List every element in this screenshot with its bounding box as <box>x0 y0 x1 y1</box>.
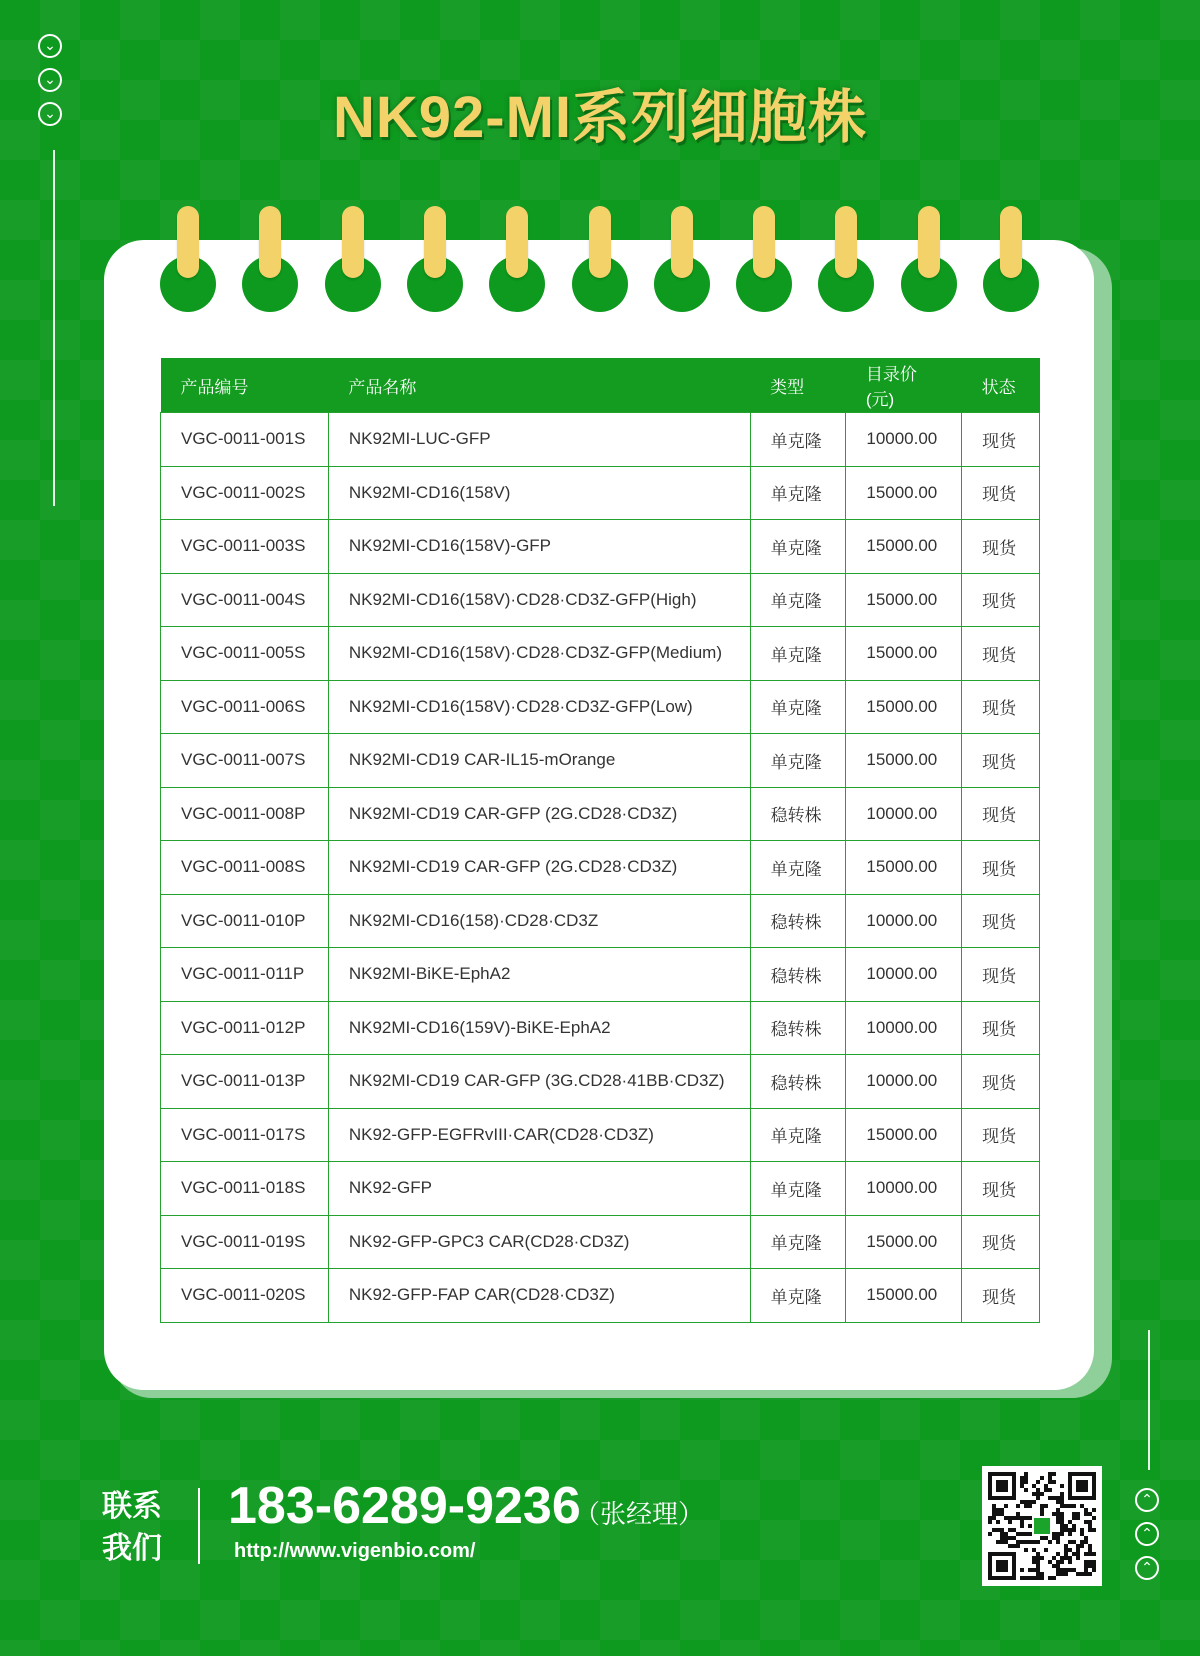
binder-ring <box>918 206 940 278</box>
product-code-cell: VGC-0011-007S <box>161 734 329 788</box>
table-row <box>161 466 1040 520</box>
contact-label <box>102 1486 162 1570</box>
product-code-cell: VGC-0011-003S <box>161 520 329 574</box>
product-price-cell: 10000.00 <box>846 1001 962 1055</box>
table-row <box>161 627 1040 681</box>
product-status-cell: 现货 <box>962 573 1040 627</box>
product-code-cell: VGC-0011-008S <box>161 841 329 895</box>
product-code-cell: VGC-0011-001S <box>161 413 329 467</box>
product-code-cell: VGC-0011-018S <box>161 1162 329 1216</box>
product-price-cell: 15000.00 <box>846 627 962 681</box>
chevron-down-icon: ⌄ <box>38 102 62 126</box>
table-row <box>161 1269 1040 1323</box>
product-name-cell: NK92-GFP-FAP CAR(CD28·CD3Z) <box>328 1269 750 1323</box>
product-name-cell: NK92MI-CD19 CAR-GFP (3G.CD28·41BB·CD3Z) <box>328 1055 750 1109</box>
binder-ring <box>589 206 611 278</box>
product-type-cell: 稳转株 <box>750 1055 846 1109</box>
chevron-up-icon: ⌃ <box>1135 1488 1159 1512</box>
product-name-cell: NK92MI-CD16(158V) <box>328 466 750 520</box>
product-status-cell: 现货 <box>962 1215 1040 1269</box>
product-type-cell: 稳转株 <box>750 948 846 1002</box>
product-name-cell: NK92MI-CD16(158V)-GFP <box>328 520 750 574</box>
product-price-cell: 10000.00 <box>846 1162 962 1216</box>
product-price-cell: 10000.00 <box>846 787 962 841</box>
product-name-cell: NK92MI-LUC-GFP <box>328 413 750 467</box>
binder-ring <box>342 206 364 278</box>
product-name-cell: NK92MI-CD16(158V)·CD28·CD3Z-GFP(Medium) <box>328 627 750 681</box>
header-type: 类型 <box>750 358 846 413</box>
product-code-cell: VGC-0011-004S <box>161 573 329 627</box>
right-arrow-group <box>1135 1488 1163 1590</box>
right-divider-line <box>1148 1330 1150 1470</box>
product-type-cell: 单克隆 <box>750 1269 846 1323</box>
product-code-cell: VGC-0011-019S <box>161 1215 329 1269</box>
header-product-code: 产品编号 <box>161 358 329 413</box>
table-header-row <box>161 358 1040 413</box>
header-status: 状态 <box>962 358 1040 413</box>
product-type-cell: 单克隆 <box>750 573 846 627</box>
product-price-cell: 15000.00 <box>846 1269 962 1323</box>
binder-ring <box>671 206 693 278</box>
table-row <box>161 734 1040 788</box>
table-row <box>161 680 1040 734</box>
product-type-cell: 单克隆 <box>750 841 846 895</box>
product-status-cell: 现货 <box>962 680 1040 734</box>
product-price-cell: 15000.00 <box>846 466 962 520</box>
product-type-cell: 单克隆 <box>750 1215 846 1269</box>
chevron-down-icon: ⌄ <box>38 34 62 58</box>
table-row <box>161 894 1040 948</box>
product-type-cell: 稳转株 <box>750 894 846 948</box>
product-type-cell: 单克隆 <box>750 466 846 520</box>
product-code-cell: VGC-0011-012P <box>161 1001 329 1055</box>
product-code-cell: VGC-0011-020S <box>161 1269 329 1323</box>
binder-ring <box>835 206 857 278</box>
header-product-name: 产品名称 <box>328 358 750 413</box>
product-status-cell: 现货 <box>962 1108 1040 1162</box>
table-row <box>161 520 1040 574</box>
table-row <box>161 1108 1040 1162</box>
product-code-cell: VGC-0011-017S <box>161 1108 329 1162</box>
chevron-down-icon: ⌄ <box>38 68 62 92</box>
product-type-cell: 单克隆 <box>750 520 846 574</box>
product-name-cell: NK92MI-CD19 CAR-GFP (2G.CD28·CD3Z) <box>328 787 750 841</box>
product-code-cell: VGC-0011-008P <box>161 787 329 841</box>
product-name-cell: NK92-GFP <box>328 1162 750 1216</box>
product-name-cell: NK92MI-BiKE-EphA2 <box>328 948 750 1002</box>
product-status-cell: 现货 <box>962 1001 1040 1055</box>
table-row <box>161 787 1040 841</box>
binder-ring <box>177 206 199 278</box>
product-name-cell: NK92MI-CD19 CAR-IL15-mOrange <box>328 734 750 788</box>
contact-label-line2: 我们 <box>102 1532 162 1565</box>
product-code-cell: VGC-0011-005S <box>161 627 329 681</box>
table-row <box>161 573 1040 627</box>
binder-ring <box>1000 206 1022 278</box>
product-status-cell: 现货 <box>962 841 1040 895</box>
table-row <box>161 1055 1040 1109</box>
table-row <box>161 1001 1040 1055</box>
binder-ring <box>424 206 446 278</box>
product-status-cell: 现货 <box>962 787 1040 841</box>
product-price-cell: 15000.00 <box>846 1108 962 1162</box>
product-type-cell: 稳转株 <box>750 787 846 841</box>
product-price-cell: 15000.00 <box>846 1215 962 1269</box>
binder-ring <box>753 206 775 278</box>
table-row <box>161 841 1040 895</box>
product-type-cell: 单克隆 <box>750 734 846 788</box>
product-price-cell: 15000.00 <box>846 734 962 788</box>
page-title: NK92-MI系列细胞株 <box>332 85 868 150</box>
table-row <box>161 1162 1040 1216</box>
product-table <box>160 358 1040 1323</box>
phone-number[interactable]: 183-6289-9236 <box>228 1477 581 1535</box>
product-type-cell: 稳转株 <box>750 1001 846 1055</box>
product-price-cell: 15000.00 <box>846 573 962 627</box>
product-status-cell: 现货 <box>962 894 1040 948</box>
contact-label-line1: 联系 <box>102 1490 162 1523</box>
product-type-cell: 单克隆 <box>750 1162 846 1216</box>
product-status-cell: 现货 <box>962 520 1040 574</box>
product-code-cell: VGC-0011-006S <box>161 680 329 734</box>
product-status-cell: 现货 <box>962 1162 1040 1216</box>
website-link[interactable]: http://www.vigenbio.com/ <box>234 1540 476 1562</box>
table-row <box>161 1215 1040 1269</box>
product-code-cell: VGC-0011-011P <box>161 948 329 1002</box>
product-type-cell: 单克隆 <box>750 680 846 734</box>
chevron-up-icon: ⌃ <box>1135 1522 1159 1546</box>
product-status-cell: 现货 <box>962 1055 1040 1109</box>
product-price-cell: 10000.00 <box>846 1055 962 1109</box>
table-row <box>161 948 1040 1002</box>
product-code-cell: VGC-0011-010P <box>161 894 329 948</box>
product-type-cell: 单克隆 <box>750 627 846 681</box>
qr-code-icon <box>982 1466 1102 1586</box>
product-status-cell: 现货 <box>962 734 1040 788</box>
product-name-cell: NK92MI-CD16(158V)·CD28·CD3Z-GFP(High) <box>328 573 750 627</box>
table-row <box>161 413 1040 467</box>
product-price-cell: 15000.00 <box>846 680 962 734</box>
binder-ring <box>506 206 528 278</box>
product-type-cell: 单克隆 <box>750 1108 846 1162</box>
product-name-cell: NK92MI-CD16(158V)·CD28·CD3Z-GFP(Low) <box>328 680 750 734</box>
contact-manager: （张经理） <box>574 1499 705 1529</box>
product-name-cell: NK92-GFP-GPC3 CAR(CD28·CD3Z) <box>328 1215 750 1269</box>
product-code-cell: VGC-0011-002S <box>161 466 329 520</box>
left-divider-line <box>53 150 55 506</box>
product-status-cell: 现货 <box>962 413 1040 467</box>
product-status-cell: 现货 <box>962 627 1040 681</box>
product-name-cell: NK92MI-CD16(158)·CD28·CD3Z <box>328 894 750 948</box>
product-price-cell: 10000.00 <box>846 413 962 467</box>
chevron-up-icon: ⌃ <box>1135 1556 1159 1580</box>
product-status-cell: 现货 <box>962 948 1040 1002</box>
binder-ring <box>259 206 281 278</box>
header-price: 目录价(元) <box>846 358 962 413</box>
product-price-cell: 15000.00 <box>846 841 962 895</box>
product-code-cell: VGC-0011-013P <box>161 1055 329 1109</box>
product-status-cell: 现货 <box>962 1269 1040 1323</box>
product-price-cell: 10000.00 <box>846 948 962 1002</box>
product-name-cell: NK92MI-CD16(159V)-BiKE-EphA2 <box>328 1001 750 1055</box>
product-status-cell: 现货 <box>962 466 1040 520</box>
product-price-cell: 15000.00 <box>846 520 962 574</box>
product-type-cell: 单克隆 <box>750 413 846 467</box>
contact-divider <box>198 1488 200 1564</box>
product-name-cell: NK92-GFP-EGFRvIII·CAR(CD28·CD3Z) <box>328 1108 750 1162</box>
product-price-cell: 10000.00 <box>846 894 962 948</box>
product-name-cell: NK92MI-CD19 CAR-GFP (2G.CD28·CD3Z) <box>328 841 750 895</box>
